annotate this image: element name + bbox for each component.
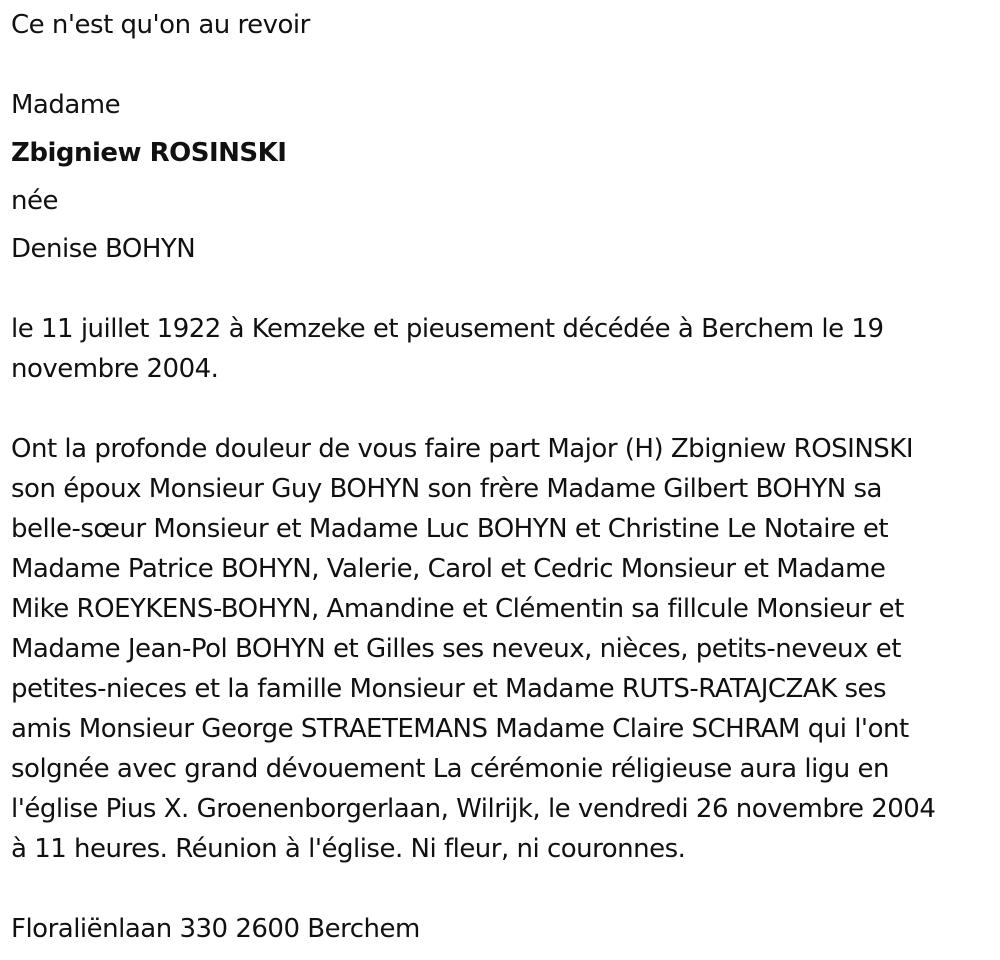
family-line: belle-sœur Monsieur et Madame Luc BOHYN et Christine Le Notaire et (11, 514, 889, 544)
address-line: Floraliënlaan 330 2600 Berchem (11, 914, 420, 944)
title-madame: Madame (11, 90, 121, 120)
birth-death-line: le 11 juillet 1922 à Kemzeke et pieusement décédée à Berchem le 19 (11, 314, 884, 344)
birth-death-paragraph (11, 309, 884, 389)
opening-line: Ce n'est qu'on au revoir (11, 10, 310, 40)
family-line: petites-nieces et la famille Monsieur et Madame RUTS-RATAJCZAK ses (11, 674, 887, 704)
family-line: à 11 heures. Réunion à l'église. Ni fleur, ni couronnes. (11, 834, 686, 864)
family-line: Mike ROEYKENS-BOHYN, Amandine et Clémentin sa fillcule Monsieur et (11, 594, 904, 624)
husband-name: Zbigniew ROSINSKI (11, 138, 287, 168)
family-line: l'église Pius X. Groenenborgerlaan, Wilrijk, le vendredi 26 novembre 2004 (11, 794, 936, 824)
nee-label: née (11, 186, 58, 216)
family-line: Madame Patrice BOHYN, Valerie, Carol et Cedric Monsieur et Madame (11, 554, 886, 584)
family-line: amis Monsieur George STRAETEMANS Madame Claire SCHRAM qui l'ont (11, 714, 909, 744)
family-line: Ont la profonde douleur de vous faire part Major (H) Zbigniew ROSINSKI (11, 434, 914, 464)
family-line: solgnée avec grand dévouement La cérémonie réligieuse aura ligu en (11, 754, 890, 784)
maiden-name: Denise BOHYN (11, 234, 196, 264)
birth-death-line: novembre 2004. (11, 354, 219, 384)
family-line: Madame Jean-Pol BOHYN et Gilles ses neveux, nièces, petits-neveux et (11, 634, 901, 664)
family-line: son époux Monsieur Guy BOHYN son frère Madame Gilbert BOHYN sa (11, 474, 882, 504)
family-paragraph (11, 429, 935, 869)
